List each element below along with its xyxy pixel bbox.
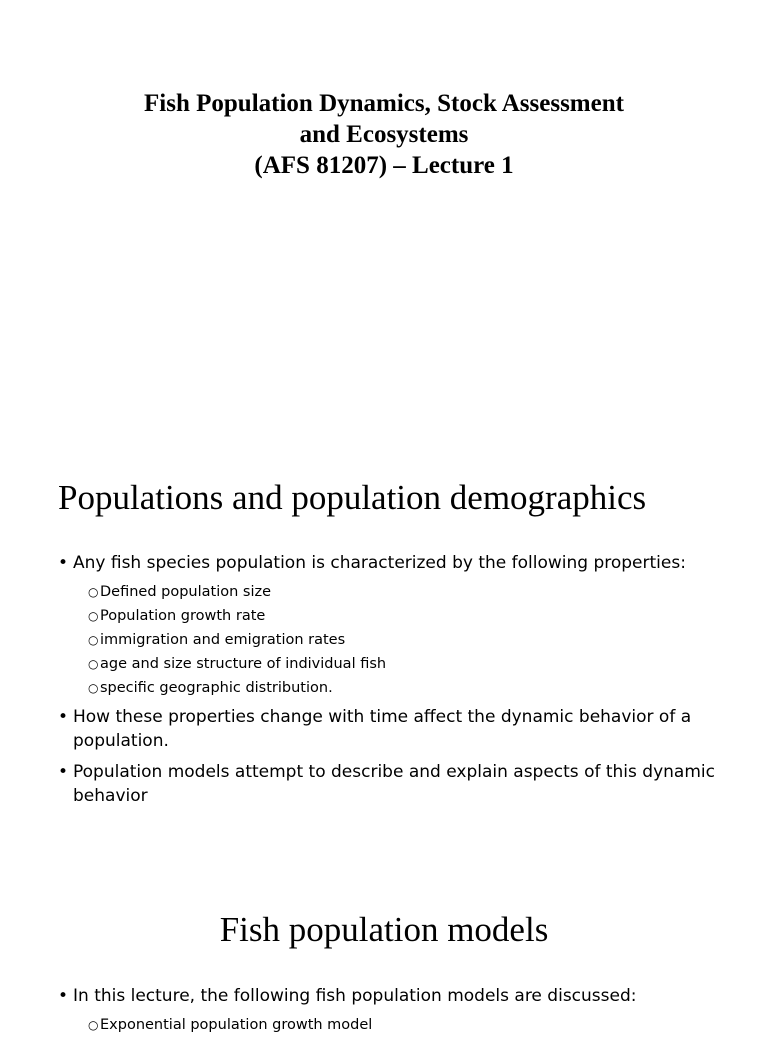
models-slide [0, 880, 768, 1033]
circle-bullet-icon: ○ [88, 585, 99, 599]
populations-slide [0, 440, 768, 880]
sub-bullet-item [58, 652, 738, 676]
bullet-list [58, 551, 738, 815]
sub-bullet-item [58, 628, 738, 652]
sub-bullet-text: Exponential population growth model [100, 1017, 373, 1033]
title-line-3: (AFS 81207) – Lecture 1 [254, 152, 514, 179]
title-slide [0, 0, 768, 440]
sub-bullet-text: immigration and emigration rates [100, 632, 346, 648]
circle-bullet-icon: ○ [88, 657, 99, 671]
bullet-item [58, 760, 738, 808]
bullet-text: How these properties change with time affect the dynamic behavior of a population. [73, 707, 692, 751]
slide-heading: Fish population models [219, 910, 549, 949]
bullet-text: Any fish species population is characterized by the following properties: [73, 553, 686, 573]
circle-bullet-icon: ○ [88, 609, 99, 623]
title-line-2: and Ecosystems [299, 121, 469, 148]
sub-bullet-text: specific geographic distribution. [100, 680, 333, 696]
bullet-icon: • [58, 553, 69, 573]
sub-bullet-item [58, 604, 738, 628]
circle-bullet-icon: ○ [88, 1018, 99, 1032]
sub-bullet-text: Population growth rate [100, 608, 266, 624]
lecture-title [0, 88, 768, 181]
sub-bullet-list [58, 1013, 738, 1037]
bullet-item [58, 705, 738, 753]
bullet-list [58, 984, 738, 1042]
slide-heading: Populations and population demographics [58, 478, 647, 517]
bullet-item [58, 984, 738, 1008]
sub-bullet-text: age and size structure of individual fish [100, 656, 387, 672]
bullet-text: In this lecture, the following fish population models are discussed: [73, 986, 637, 1006]
bullet-icon: • [58, 762, 69, 782]
circle-bullet-icon: ○ [88, 681, 99, 695]
sub-bullet-item [58, 1013, 738, 1037]
circle-bullet-icon: ○ [88, 633, 99, 647]
bullet-icon: • [58, 707, 69, 727]
bullet-icon: • [58, 986, 69, 1006]
sub-bullet-list [58, 580, 738, 700]
title-line-1: Fish Population Dynamics, Stock Assessment [144, 90, 624, 117]
sub-bullet-text: Defined population size [100, 584, 272, 600]
sub-bullet-item [58, 676, 738, 700]
bullet-item [58, 551, 738, 575]
bullet-text: Population models attempt to describe and explain aspects of this dynamic behavior [73, 762, 715, 806]
sub-bullet-item [58, 580, 738, 604]
